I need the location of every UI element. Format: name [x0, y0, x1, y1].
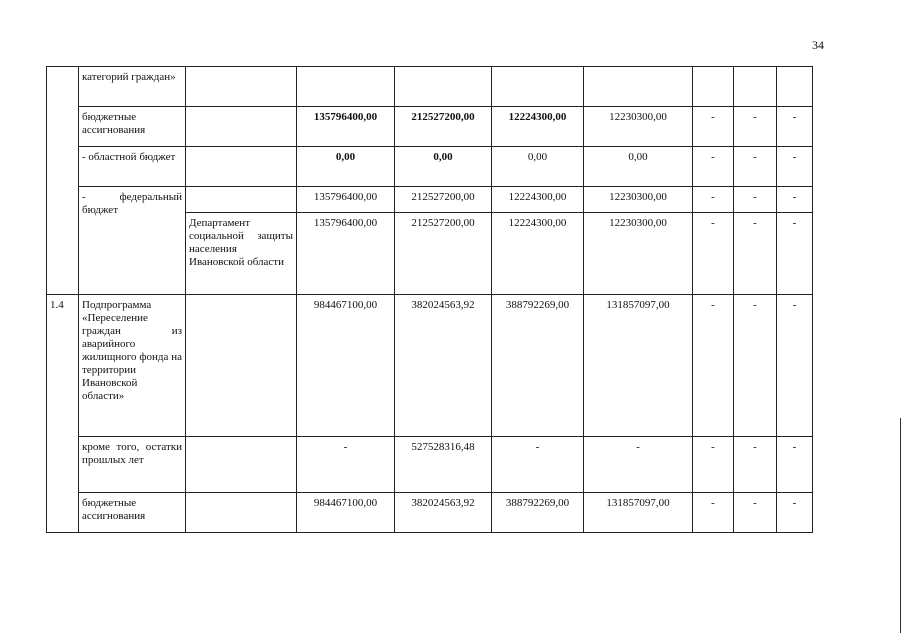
amount-cell: 212527200,00: [395, 187, 492, 213]
row-number-cell: [47, 67, 79, 295]
dash-cell: [693, 67, 734, 107]
amount-cell: [395, 67, 492, 107]
amount-cell: [297, 67, 395, 107]
row-number-cell: 1.4: [47, 295, 79, 533]
executor-cell: [186, 437, 297, 493]
dash-cell: -: [777, 493, 813, 533]
dash-cell: [777, 67, 813, 107]
dash-cell: -: [734, 213, 777, 295]
row-description: кроме того, остатки прошлых лет: [79, 437, 186, 493]
amount-cell: 212527200,00: [395, 213, 492, 295]
budget-table: [46, 66, 813, 533]
amount-cell: [492, 67, 584, 107]
table-row: [47, 67, 813, 107]
executor-cell: [186, 147, 297, 187]
table-row: [47, 187, 813, 213]
dash-cell: -: [734, 147, 777, 187]
executor-cell: [186, 187, 297, 213]
dash-cell: -: [734, 493, 777, 533]
amount-cell: 382024563,92: [395, 493, 492, 533]
page-number: 34: [812, 38, 824, 52]
table-row: [47, 147, 813, 187]
table-row: [47, 107, 813, 147]
amount-cell: 212527200,00: [395, 107, 492, 147]
amount-cell: 0,00: [297, 147, 395, 187]
dash-cell: -: [777, 437, 813, 493]
dash-cell: [734, 67, 777, 107]
amount-cell: 0,00: [395, 147, 492, 187]
row-description: - областной бюджет: [79, 147, 186, 187]
dash-cell: -: [777, 295, 813, 437]
executor-cell: Департамент социальной защиты населения Ивановской области: [186, 213, 297, 295]
dash-cell: -: [734, 187, 777, 213]
dash-cell: -: [693, 107, 734, 147]
amount-cell: 984467100,00: [297, 295, 395, 437]
row-description: категорий граждан»: [79, 67, 186, 107]
amount-cell: 0,00: [492, 147, 584, 187]
amount-cell: -: [297, 437, 395, 493]
amount-cell: -: [584, 437, 693, 493]
amount-cell: 135796400,00: [297, 107, 395, 147]
dash-cell: -: [693, 295, 734, 437]
amount-cell: 135796400,00: [297, 213, 395, 295]
amount-cell: 131857097,00: [584, 295, 693, 437]
dash-cell: -: [777, 213, 813, 295]
executor-cell: [186, 493, 297, 533]
dash-cell: -: [734, 437, 777, 493]
amount-cell: 12230300,00: [584, 187, 693, 213]
dash-cell: -: [734, 295, 777, 437]
row-description: бюджетные ассигнования: [79, 493, 186, 533]
table-row: [47, 493, 813, 533]
table-row: [47, 437, 813, 493]
row-description: - федеральный бюджет: [79, 187, 186, 295]
table-row: [47, 295, 813, 437]
amount-cell: 12230300,00: [584, 213, 693, 295]
dash-cell: -: [777, 147, 813, 187]
dash-cell: -: [693, 213, 734, 295]
amount-cell: 12224300,00: [492, 213, 584, 295]
amount-cell: 527528316,48: [395, 437, 492, 493]
executor-cell: [186, 107, 297, 147]
dash-cell: -: [777, 107, 813, 147]
executor-cell: [186, 67, 297, 107]
amount-cell: 12230300,00: [584, 107, 693, 147]
dash-cell: -: [693, 437, 734, 493]
row-description: Подпрограмма «Переселение граждан из аварийного жилищного фонда на территории Ивановской области»: [79, 295, 186, 437]
dash-cell: -: [693, 147, 734, 187]
amount-cell: [584, 67, 693, 107]
amount-cell: 0,00: [584, 147, 693, 187]
executor-cell: [186, 295, 297, 437]
amount-cell: 135796400,00: [297, 187, 395, 213]
dash-cell: -: [734, 107, 777, 147]
dash-cell: -: [693, 493, 734, 533]
dash-cell: -: [777, 187, 813, 213]
amount-cell: -: [492, 437, 584, 493]
amount-cell: 388792269,00: [492, 493, 584, 533]
amount-cell: 131857097,00: [584, 493, 693, 533]
amount-cell: 12224300,00: [492, 187, 584, 213]
dash-cell: -: [693, 187, 734, 213]
amount-cell: 388792269,00: [492, 295, 584, 437]
amount-cell: 984467100,00: [297, 493, 395, 533]
amount-cell: 12224300,00: [492, 107, 584, 147]
scan-edge-line: [900, 418, 901, 633]
row-description: бюджетные ассигнования: [79, 107, 186, 147]
amount-cell: 382024563,92: [395, 295, 492, 437]
